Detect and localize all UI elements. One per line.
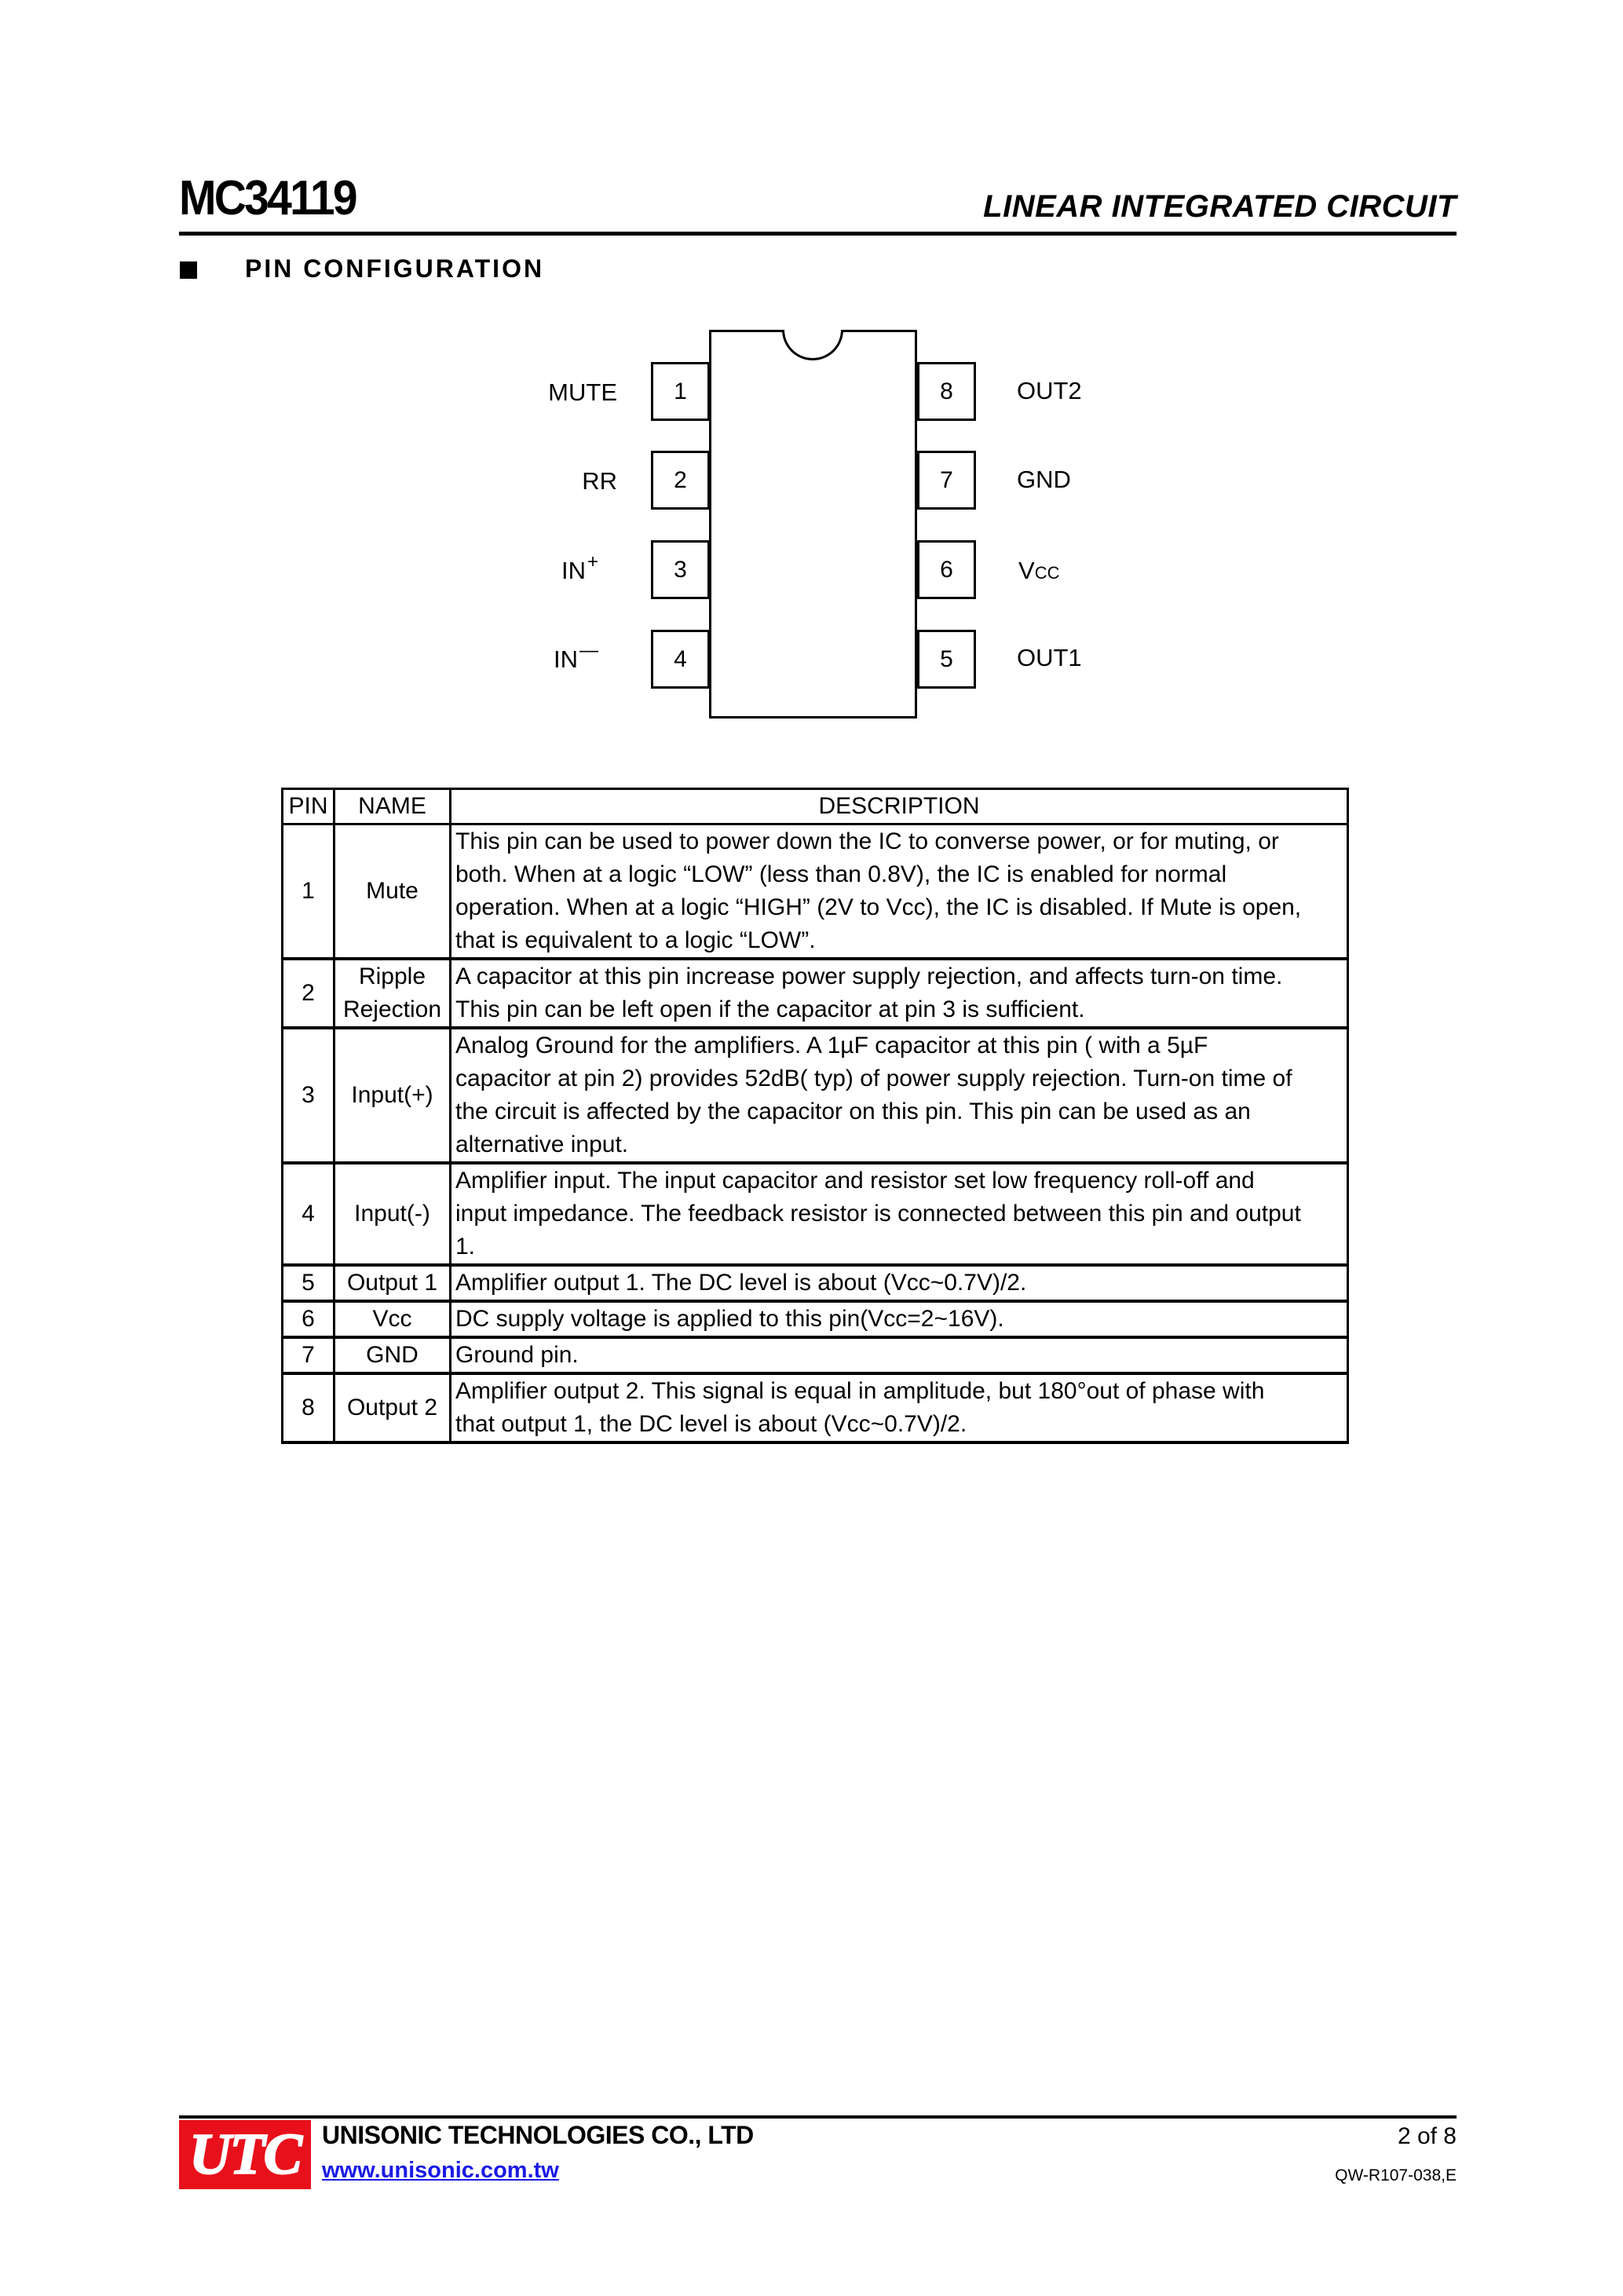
pin-label-in-minus: IN—	[554, 640, 598, 673]
section-title: PIN CONFIGURATION	[245, 254, 545, 283]
square-bullet-icon	[180, 261, 197, 279]
footer-divider	[179, 2115, 1457, 2119]
name-cell: Input(-)	[334, 1163, 451, 1265]
pin-label-out2: OUT2	[1017, 377, 1082, 404]
pin-cell: 1	[283, 824, 334, 960]
pin-cell: 7	[283, 1337, 334, 1373]
table-row	[283, 959, 1348, 1028]
header-pin: PIN	[283, 789, 334, 824]
name-cell: Ripple Rejection	[334, 959, 451, 1028]
pin-number: 1	[674, 378, 687, 404]
utc-logo-text: UTC	[189, 2122, 301, 2187]
description-cell: Ground pin.	[451, 1337, 1348, 1373]
table-header-row	[283, 789, 1348, 824]
pin-box-7	[917, 451, 976, 510]
description-cell: This pin can be used to power down the IC to converse power, or for muting, or both. When at a logic “LOW” (less than 0.8V), the IC is enabled for normal operation. When at a logic “HIGH” (2V to Vcc), the IC is disabled. If Mute is open, that is equivalent to a logic “LOW”.	[451, 824, 1348, 960]
pin-box-6	[917, 540, 976, 599]
table-row	[283, 1301, 1348, 1337]
part-number: MC34119	[179, 171, 356, 225]
pin-box-8	[917, 362, 976, 421]
pin-number: 3	[674, 556, 687, 583]
pin-cell: 4	[283, 1163, 334, 1265]
pin-label-vcc: VCC	[1018, 557, 1060, 584]
description-cell: A capacitor at this pin increase power supply rejection, and affects turn-on time. This pin can be left open if the capacitor at pin 3 is sufficient.	[451, 959, 1348, 1028]
description-cell: Amplifier input. The input capacitor and resistor set low frequency roll-off and input impedance. The feedback resistor is connected between this pin and output 1.	[451, 1163, 1348, 1265]
name-cell: Output 2	[334, 1373, 451, 1442]
name-cell: Input(+)	[334, 1028, 451, 1163]
page-number: 2 of 8	[1397, 2123, 1457, 2149]
table-row	[283, 824, 1348, 960]
pin-label-mute: MUTE	[548, 378, 617, 406]
pin-number: 5	[940, 645, 953, 672]
header-name: NAME	[334, 789, 451, 824]
name-cell: Vcc	[334, 1301, 451, 1337]
table-row	[283, 1337, 1348, 1373]
pin-cell: 5	[283, 1265, 334, 1301]
pin-label-in-plus: IN+	[561, 551, 598, 584]
pin-box-2	[651, 451, 710, 510]
table-row	[283, 1373, 1348, 1442]
pin-description-table	[281, 788, 1349, 1444]
description-cell: Amplifier output 2. This signal is equal in amplitude, but 180°out of phase with that output 1, the DC level is about (Vcc~0.7V)/2.	[451, 1373, 1348, 1442]
pin-label-rr: RR	[582, 467, 617, 495]
table-row	[283, 1163, 1348, 1265]
table-row	[283, 1028, 1348, 1163]
company-name: UNISONIC TECHNOLOGIES CO., LTD	[322, 2121, 754, 2149]
pin-box-4	[651, 630, 710, 689]
name-cell: Output 1	[334, 1265, 451, 1301]
name-cell: GND	[334, 1337, 451, 1373]
header-category: LINEAR INTEGRATED CIRCUIT	[983, 189, 1457, 224]
pin-label-out1: OUT1	[1017, 644, 1082, 671]
description-cell: DC supply voltage is applied to this pin(Vcc=2~16V).	[451, 1301, 1348, 1337]
pin-cell: 2	[283, 959, 334, 1028]
pin-number: 2	[674, 466, 687, 493]
company-website-link[interactable]: www.unisonic.com.tw	[322, 2158, 559, 2183]
pin-cell: 6	[283, 1301, 334, 1337]
header-description: DESCRIPTION	[451, 789, 1348, 824]
pin-box-3	[651, 540, 710, 599]
utc-logo	[179, 2120, 311, 2189]
document-code: QW-R107-038,E	[1335, 2166, 1457, 2184]
table-row	[283, 1265, 1348, 1301]
ic-package-body	[709, 330, 917, 718]
header-divider	[179, 232, 1457, 236]
name-cell: Mute	[334, 824, 451, 960]
pin-cell: 8	[283, 1373, 334, 1442]
pin-box-5	[917, 630, 976, 689]
pin-number: 4	[674, 645, 687, 672]
description-cell: Amplifier output 1. The DC level is about (Vcc~0.7V)/2.	[451, 1265, 1348, 1301]
pin-number: 8	[940, 378, 953, 404]
pin-number: 6	[940, 556, 953, 583]
pin-box-1	[651, 362, 710, 421]
pin-number: 7	[940, 466, 953, 493]
pin-cell: 3	[283, 1028, 334, 1163]
pin-label-gnd: GND	[1017, 466, 1071, 493]
description-cell: Analog Ground for the amplifiers. A 1µF capacitor at this pin ( with a 5µF capacitor at pin 2) provides 52dB( typ) of power supply rejection. Turn-on time of the circuit is affected by the capacitor on this pin. This pin can be used as an alternative input.	[451, 1028, 1348, 1163]
